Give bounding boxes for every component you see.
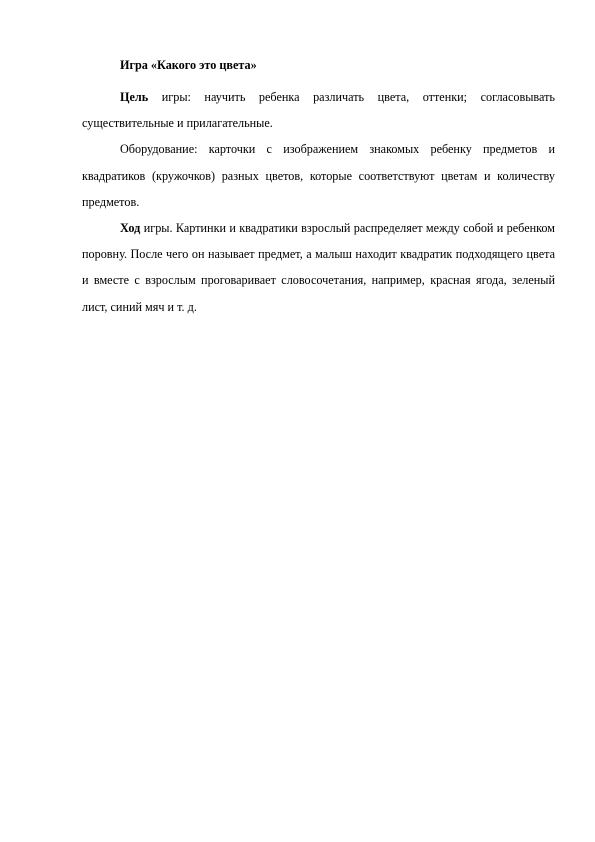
equipment-paragraph <box>82 136 555 215</box>
document-title: Игра «Какого это цвета» <box>120 58 257 72</box>
goal-lead: Цель <box>120 90 149 104</box>
procedure-text: игры. Картинки и квадратики взрослый распределяет между собой и ребенком поровну. После чего он называет предмет, а малыш находит квадратик подходящего цвета и вместе с взрослым проговаривает словосочетания, например, красная ягода, зеленый лист, синий мяч и т. д. <box>82 221 555 314</box>
procedure-paragraph <box>82 215 555 320</box>
goal-paragraph <box>82 84 555 136</box>
equipment-text: Оборудование: карточки с изображением знакомых ребенку предметов и квадратиков (кружочков) разных цветов, которые соответствуют цветам и количеству предметов. <box>82 142 555 209</box>
procedure-lead: Ход <box>120 221 141 236</box>
goal-text: игры: научить ребенка различать цвета, оттенки; согласовывать существительные и прилагательные. <box>82 90 555 131</box>
document-body <box>82 55 555 320</box>
